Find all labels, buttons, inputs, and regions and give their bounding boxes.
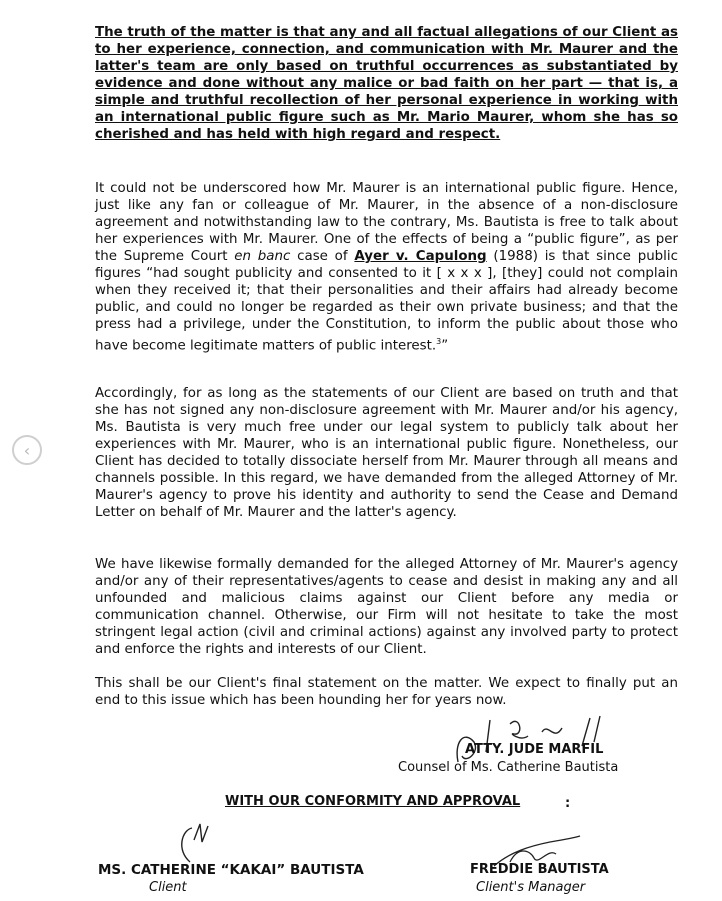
p2-footnote: 3 <box>436 337 442 346</box>
p2-end-quote: ” <box>441 338 449 354</box>
p2-text-c: (1988) is that since public figures “had sought publicity and consented to it [ x x x ], [they] could not complain when they received it; that their personalities and their affairs had already become public, and could no longer be regarded as their own private business; and that the press had a privilege, under the Constitution, to inform the public about those who have become legitimate matters of public interest. <box>95 249 678 354</box>
client-signature <box>170 820 220 865</box>
p2-case-name: Ayer v. Capulong <box>354 249 487 264</box>
paragraph-demand: We have likewise formally demanded for the alleged Attorney of Mr. Maurer's agency and/or any of their representatives/agents to cease and desist in making any and all unfounded and malicious claims against our Client before any media or communication channel. Otherwise, our Firm will not hesitate to take the most stringent legal action (civil and criminal actions) against any involved party to protect and enforce the rights and interests of our Client. <box>95 557 678 657</box>
conformity-heading: WITH OUR CONFORMITY AND APPROVAL <box>225 794 521 809</box>
paragraph-truth: The truth of the matter is that any and all factual allegations of our Client as to her experience, connection, and communication with Mr. Maurer and the latter's team are only based on truthful occurrences as substantiated by evidence and done without any malice or bad faith on her part — that is, a simple and truthful recollection of her personal experience in working with an international public figure such as Mr. Mario Maurer, whom she has so cherished and has held with high regard and respect. <box>95 25 678 142</box>
p2-text-b: case of <box>290 249 355 264</box>
previous-slide-button[interactable] <box>12 435 42 465</box>
paragraph-final-statement: This shall be our Client's final statement on the matter. We expect to finally put an end to this issue which has been hounding her for years now. <box>95 676 678 708</box>
client-name: MS. CATHERINE “KAKAI” BAUTISTA <box>98 862 364 878</box>
chevron-left-icon: ‹ <box>23 440 31 460</box>
p2-en-banc: en banc <box>234 249 291 264</box>
client-role: Client <box>149 880 187 895</box>
manager-name: FREDDIE BAUTISTA <box>470 862 609 877</box>
counsel-title: Counsel of Ms. Catherine Bautista <box>398 760 619 775</box>
p2-text-a: It could not be underscored how Mr. Maurer is an international public figure. Hence, just like any fan or colleague of Mr. Maurer, in the absence of a non-disclosure agreement and notwithstanding law to the contrary, Ms. Bautista is free to talk about her experiences with Mr. Maurer. One of the effects of being a “public figure”, as per the Supreme Court <box>95 181 678 264</box>
paragraph-public-figure <box>95 180 678 354</box>
conformity-colon: : <box>565 796 571 811</box>
paragraph-accordingly: Accordingly, for as long as the statements of our Client are based on truth and that she has not signed any non-disclosure agreement with Mr. Maurer and/or his agency, Ms. Bautista is very much free under our legal system to publicly talk about her experiences with Mr. Maurer, who is an international public figure. Nonetheless, our Client has decided to totally dissociate herself from Mr. Maurer through all means and channels possible. In this regard, we have demanded from the alleged Attorney of Mr. Maurer's agency to prove his identity and authority to send the Cease and Demand Letter on behalf of Mr. Maurer and the latter's agency. <box>95 386 678 520</box>
counsel-name: ATTY. JUDE MARFIL <box>465 742 604 757</box>
manager-role: Client's Manager <box>476 880 586 895</box>
